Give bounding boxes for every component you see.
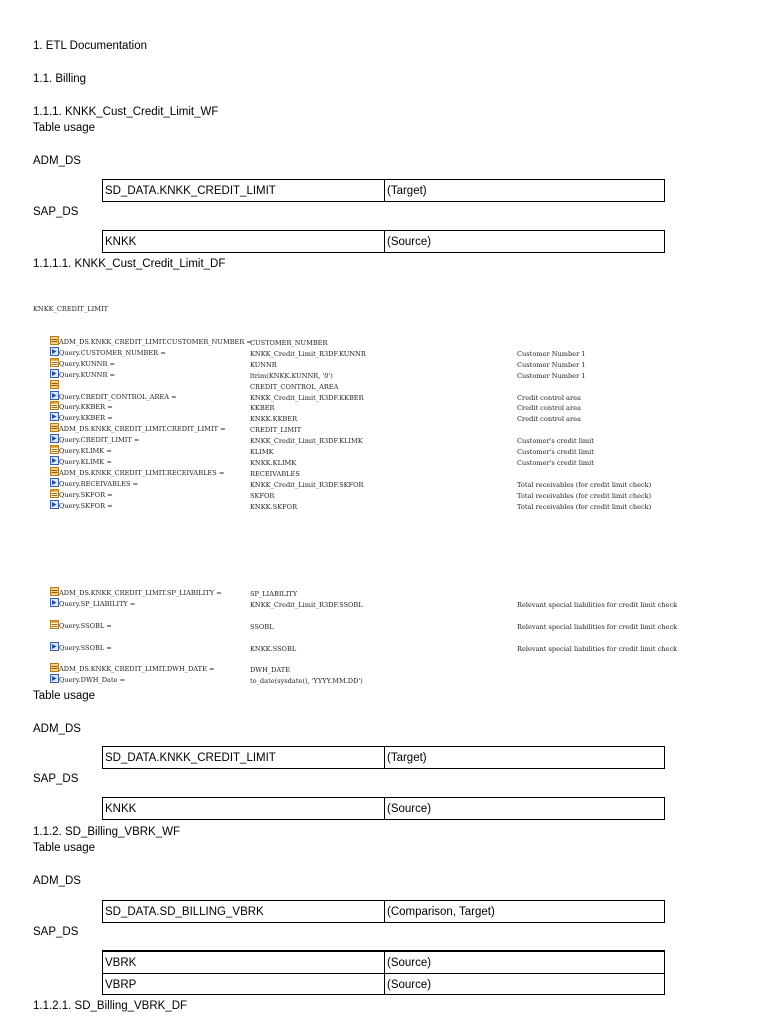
mapping-expression: KLIMK [250, 448, 274, 456]
mapping-column: Query.SKFOR = [59, 501, 113, 510]
mapping-column: Query.KLIMK = [59, 457, 112, 466]
table-row [103, 973, 664, 994]
table-icon [50, 620, 58, 628]
mapping-description: Credit control area [517, 393, 581, 402]
table-usage-label-3: Table usage [33, 842, 96, 854]
table-row [103, 798, 664, 819]
mapping-expression: SSOBL [250, 623, 274, 631]
table-name: KNKK [105, 236, 137, 248]
target-column-icon [50, 663, 58, 671]
query-icon [50, 369, 58, 377]
mapping-column: Query.DWH_Date = [59, 676, 126, 684]
table-name: SD_DATA.KNKK_CREDIT_LIMIT [105, 752, 276, 764]
table-usage: (Source) [387, 957, 432, 969]
mapping-expression: SKFOR [250, 491, 275, 500]
mapping-column: Query.KKBER = [59, 414, 113, 423]
table-usage: (Target) [387, 185, 427, 197]
table-row [103, 747, 664, 768]
table-usage-label: Table usage [33, 122, 96, 134]
query-icon [50, 347, 58, 355]
mapping-description: Credit control area [517, 404, 581, 413]
mapping-column: Query.SSOBL = [59, 644, 112, 652]
table-usage-sap-3 [102, 950, 665, 995]
dataflow-name: KNKK_CREDIT_LIMIT [33, 305, 108, 313]
mapping-column: Query.KKBER = [59, 403, 113, 412]
query-icon [50, 500, 58, 508]
target-column-icon [50, 336, 58, 344]
table-icon [50, 401, 58, 409]
query-icon [50, 412, 58, 420]
mapping-expression: DWH_DATE [250, 666, 291, 674]
mapping-expression: KNKK.KLIMK [250, 458, 297, 467]
mapping-column: ADM_DS.KNKK_CREDIT_LIMIT.RECEIVABLES = [59, 468, 225, 477]
mapping-description: Customer's credit limit [517, 448, 594, 456]
table-name: SD_DATA.KNKK_CREDIT_LIMIT [105, 185, 276, 197]
table-usage-sap-2 [102, 797, 665, 820]
mapping-column: Query.SKFOR = [59, 490, 113, 499]
table-usage-adm-3 [102, 900, 665, 923]
mapping-expression: RECEIVABLES [250, 469, 300, 478]
mapping-description: Total receivables (for credit limit check) [517, 491, 652, 500]
table-usage: (Source) [387, 236, 432, 248]
heading-knkk-df: 1.1.1.1. KNKK_Cust_Credit_Limit_DF [33, 258, 226, 270]
mapping-expression: to_date(sysdate(), 'YYYY.MM.DD') [250, 677, 363, 685]
mapping-column: Query.CUSTOMER_NUMBER = [59, 348, 166, 357]
mapping-expression: KKBER [250, 404, 275, 413]
mapping-description: Relevant special liabilities for credit limit check [517, 645, 678, 653]
table-row [103, 952, 664, 973]
adm-ds-label: ADM_DS [33, 155, 81, 167]
mapping-description: Customer Number 1 [517, 371, 586, 380]
table-name: VBRP [105, 979, 137, 991]
query-icon [50, 642, 58, 650]
table-row [103, 180, 664, 201]
heading-vbrk-wf: 1.1.2. SD_Billing_VBRK_WF [33, 826, 181, 838]
mapping-description: Total receivables (for credit limit check) [517, 502, 652, 511]
mapping-description: Total receivables (for credit limit check) [517, 480, 652, 489]
mapping-description: Relevant special liabilities for credit limit check [517, 601, 678, 609]
table-usage: (Target) [387, 752, 427, 764]
mapping-expression: KNKK_Credit_Limit_R3DF.KKBER [250, 393, 364, 402]
sap-ds-label-3: SAP_DS [33, 926, 79, 938]
mapping-description: Customer's credit limit [517, 437, 594, 446]
query-icon [50, 598, 58, 606]
mapping-description: Relevant special liabilities for credit limit check [517, 623, 678, 631]
table-usage-adm-2 [102, 746, 665, 769]
mapping-column: ADM_DS.KNKK_CREDIT_LIMIT.CREDIT_LIMIT = [59, 425, 226, 434]
mapping-expression: CREDIT_LIMIT [250, 426, 302, 435]
sap-ds-label: SAP_DS [33, 206, 79, 218]
table-icon [50, 358, 58, 366]
mapping-expression: CREDIT_CONTROL_AREA [250, 382, 339, 391]
target-column-icon [50, 587, 58, 595]
table-icon [50, 445, 58, 453]
table-name: VBRK [105, 957, 137, 969]
mapping-column: Query.KUNNR = [59, 359, 116, 368]
mapping-column: Query.CREDIT_CONTROL_AREA = [59, 392, 177, 401]
table-name: SD_DATA.SD_BILLING_VBRK [105, 906, 264, 918]
table-usage-label-2: Table usage [33, 690, 96, 702]
table-usage: (Comparison, Target) [387, 906, 495, 918]
mapping-description: Customer Number 1 [517, 349, 586, 358]
mapping-expression: KNKK_Credit_Limit_R3DF.SKFOR [250, 480, 364, 489]
mapping-column: ADM_DS.KNKK_CREDIT_LIMIT.SP_LIABILITY = [59, 589, 222, 597]
table-usage-adm-1 [102, 179, 665, 202]
heading-etl-documentation: 1. ETL Documentation [33, 40, 147, 52]
mapping-column: Query.RECEIVABLES = [59, 479, 139, 488]
sap-ds-label-2: SAP_DS [33, 773, 79, 785]
mapping-expression: KUNNR [250, 360, 277, 369]
table-icon [50, 489, 58, 497]
mapping-expression: ltrim(KNKK.KUNNR, '0') [250, 371, 333, 380]
query-icon [50, 434, 58, 442]
heading-vbrk-df: 1.1.2.1. SD_Billing_VBRK_DF [33, 1000, 188, 1012]
mapping-column: ADM_DS.KNKK_CREDIT_LIMIT.DWH_DATE = [59, 665, 215, 673]
table-usage: (Source) [387, 803, 432, 815]
target-column-icon [50, 467, 58, 475]
mapping-description: Customer's credit limit [517, 458, 594, 467]
mapping-description: Customer Number 1 [517, 360, 586, 369]
mapping-column: Query.SSOBL = [59, 622, 112, 630]
table-usage: (Source) [387, 979, 432, 991]
heading-billing: 1.1. Billing [33, 73, 87, 85]
mapping-expression: KNKK.SSOBL [250, 645, 297, 653]
query-icon [50, 478, 58, 486]
mapping-expression: KNKK_Credit_Limit_R3DF.KUNNR [250, 349, 366, 358]
mapping-expression: CUSTOMER_NUMBER [250, 339, 328, 347]
mapping-column: Query.KUNNR = [59, 370, 116, 379]
query-icon [50, 456, 58, 464]
target-column-icon [50, 380, 58, 388]
mapping-column: ADM_DS.KNKK_CREDIT_LIMIT.CUSTOMER_NUMBER = [59, 338, 252, 346]
mapping-column: Query.KLIMK = [59, 447, 112, 455]
adm-ds-label-3: ADM_DS [33, 875, 81, 887]
adm-ds-label-2: ADM_DS [33, 723, 81, 735]
heading-knkk-wf: 1.1.1. KNKK_Cust_Credit_Limit_WF [33, 106, 219, 118]
mapping-description: Credit control area [517, 415, 581, 424]
mapping-expression: KNKK.SKFOR [250, 502, 298, 511]
mapping-expression: KNKK_Credit_Limit_R3DF.SSOBL [250, 601, 363, 609]
query-icon [50, 674, 58, 682]
mapping-expression: SP_LIABILITY [250, 590, 298, 598]
mapping-column: Query.SP_LIABILITY = [59, 600, 136, 608]
mapping-column: Query.CREDIT_LIMIT = [59, 436, 140, 445]
mapping-expression: KNKK.KKBER [250, 415, 298, 424]
query-icon [50, 391, 58, 399]
table-row [103, 901, 664, 922]
mapping-expression: KNKK_Credit_Limit_R3DF.KLIMK [250, 437, 363, 446]
table-name: KNKK [105, 803, 137, 815]
table-usage-sap-1 [102, 230, 665, 253]
target-column-icon [50, 423, 58, 431]
table-row [103, 231, 664, 252]
